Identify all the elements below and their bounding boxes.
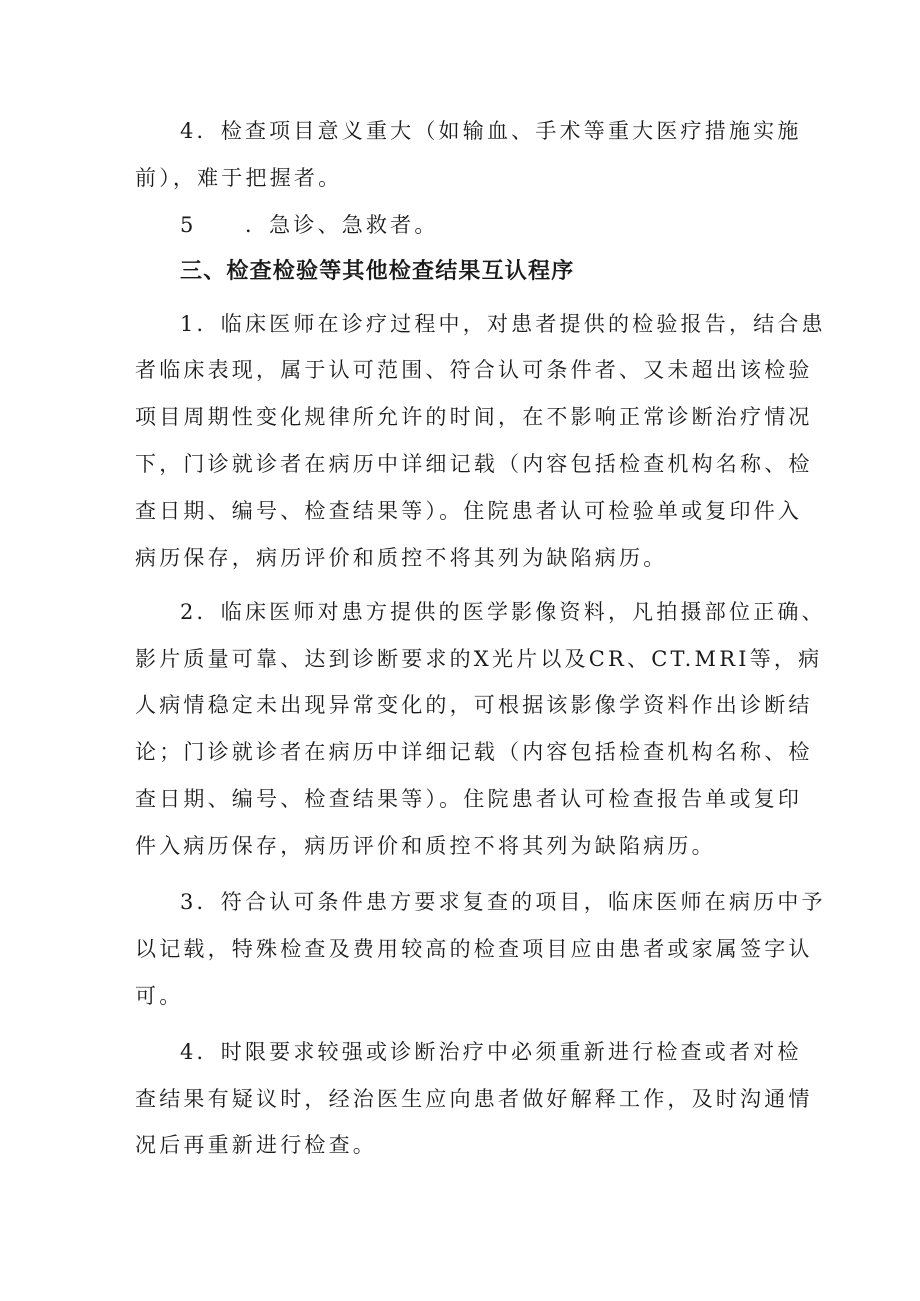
item-3-line-3: 可。 (135, 984, 184, 1008)
item-4-line-1: 4．时限要求较强或诊断治疗中必须重新进行检查或者对检 (180, 1040, 802, 1064)
item-2-line-5: 查日期、编号、检查结果等）。住院患者认可检查报告单或复印 (135, 787, 803, 811)
item-3-line-1: 3．符合认可条件患方要求复查的项目，临床医师在病历中予 (180, 890, 826, 914)
item-prev-5-line-1: 5 ．急诊、急救者。 (180, 213, 439, 237)
item-4-line-3: 况后再重新进行检查。 (135, 1133, 377, 1157)
item-prev-4-line-2: 前），难于把握者。 (135, 166, 343, 190)
item-2-line-4: 论；门诊就诊者在病历中详细记载（内容包括检查机构名称、检 (135, 740, 813, 764)
item-2-line-3: 人病情稳定未出现异常变化的，可根据该影像学资料作出诊断结 (135, 693, 813, 717)
item-2-line-2: 影片质量可靠、达到诊断要求的X光片以及CR、CT.MRI等，病 (135, 647, 823, 671)
section-heading: 三、检查检验等其他检查结果互认程序 (180, 259, 575, 284)
item-1-line-1: 1．临床医师在诊疗过程中，对患者提供的检验报告，结合患 (180, 312, 826, 336)
item-prev-4-line-1: 4．检查项目意义重大（如输血、手术等重大医疗措施实施 (180, 119, 802, 143)
item-4-line-2: 查结果有疑议时，经治医生应向患者做好解释工作，及时沟通情 (135, 1087, 813, 1111)
item-1-line-2: 者临床表现，属于认可范围、符合认可条件者、又未超出该检验 (135, 358, 813, 382)
item-1-line-4: 下，门诊就诊者在病历中详细记载（内容包括检查机构名称、检 (135, 452, 813, 476)
item-2-line-6: 件入病历保存，病历评价和质控不将其列为缺陷病历。 (135, 834, 716, 858)
item-1-line-6: 病历保存，病历评价和质控不将其列为缺陷病历。 (135, 546, 668, 570)
item-1-line-5: 查日期、编号、检查结果等）。住院患者认可检验单或复印件入 (135, 499, 803, 523)
item-3-line-2: 以记载，特殊检查及费用较高的检查项目应由患者或家属签字认 (135, 937, 813, 961)
item-1-line-3: 项目周期性变化规律所允许的时间，在不影响正常诊断治疗情况 (135, 405, 813, 429)
item-2-line-1: 2．临床医师对患方提供的医学影像资料，凡拍摄部位正确、 (180, 600, 826, 624)
